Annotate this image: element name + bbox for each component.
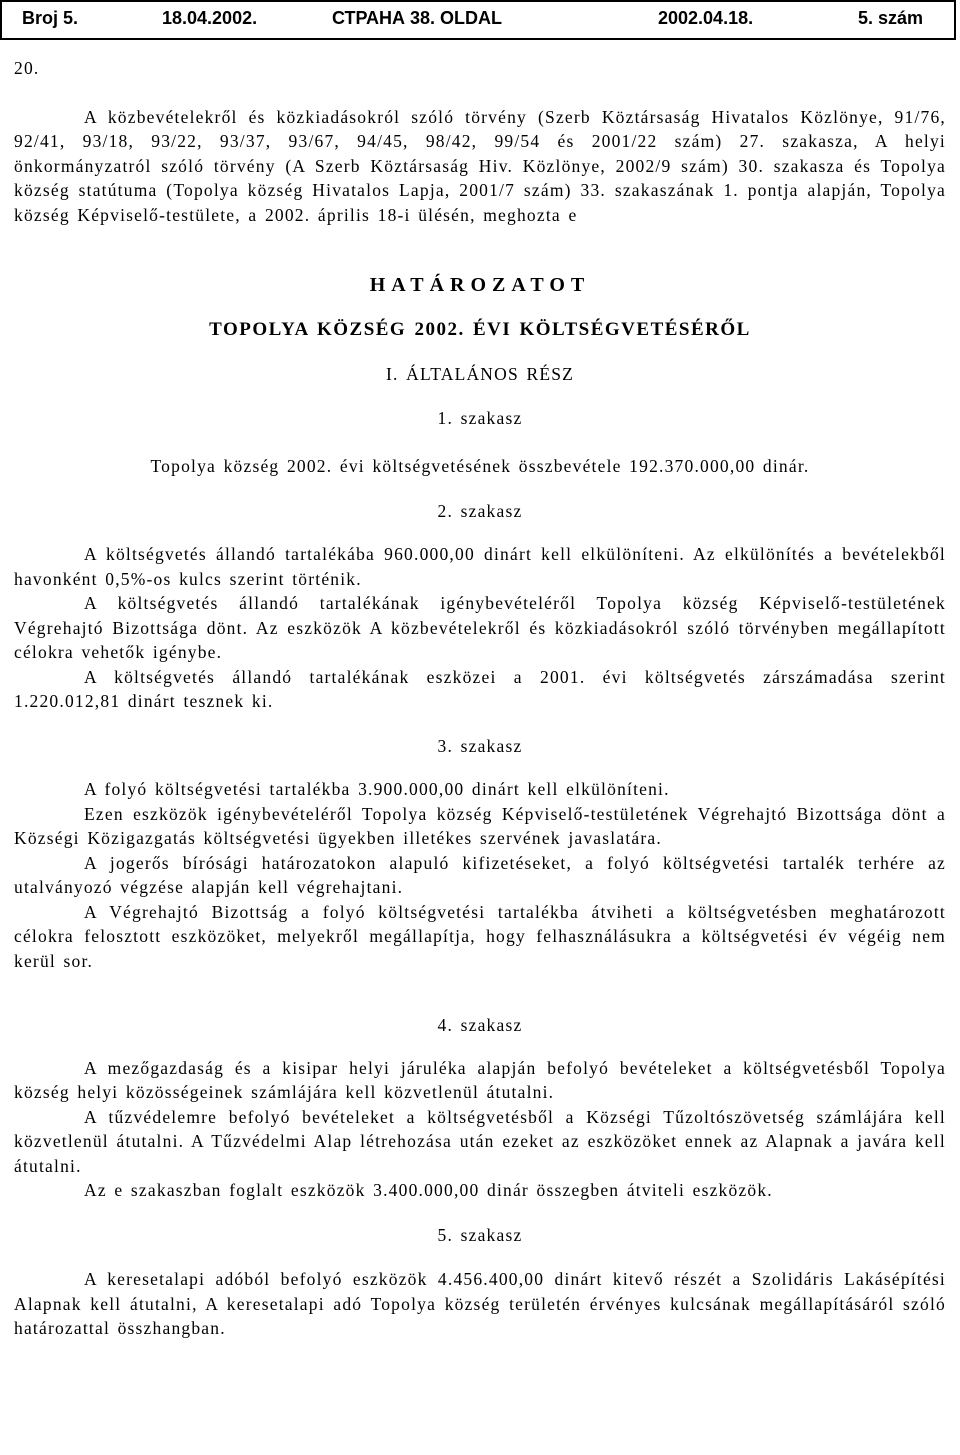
issue-number: Broj 5.	[22, 8, 79, 28]
section-1-heading: 1. szakasz	[437, 407, 523, 428]
issue-number-hungarian: 5. szám	[858, 8, 924, 28]
section-2-paragraph: A költségvetés állandó tartalékának igénybevételéről Topolya község Képviselő-testületének Végrehajtó Bizottsága dönt. Az eszközök A közbevételekről és közkiadásokról szóló törvényben megállapított célokra vehetők igénybe.	[14, 593, 946, 662]
document-body	[14, 56, 946, 1341]
part-heading: I. ÁLTALÁNOS RÉSZ	[385, 364, 575, 384]
page-header	[0, 0, 956, 40]
section-4-paragraph: A tűzvédelemre befolyó bevételeket a költségvetésből a Községi Tűzoltószövetség számlájára kell közvetlenül átutalni. A Tűzvédelmi Alap létrehozása után ezeket az eszközöket ennek az Alapnak a javára kell átutalni.	[14, 1106, 946, 1176]
section-5-paragraph: A keresetalapi adóból befolyó eszközök 4.456.400,00 dinárt kitevő részét a Szolidáris Lakásépítési Alapnak kell átutalni, A keresetalapi adó Topolya község területén érvényes kulcsának megállapításáról szóló határozattal összhangban.	[14, 1269, 946, 1338]
document-number: 20.	[14, 58, 40, 78]
section-5-heading: 5. szakasz	[437, 1224, 523, 1245]
section-2-heading: 2. szakasz	[437, 500, 523, 521]
section-4-heading: 4. szakasz	[437, 1015, 523, 1035]
section-2-paragraph: A költségvetés állandó tartalékának eszközei a 2001. évi költségvetés zárszámadása szerint 1.220.012,81 dinárt tesznek ki.	[14, 666, 946, 711]
date-hungarian: 2002.04.18.	[658, 8, 754, 28]
section-3-paragraph: Ezen eszközök igénybevételéről Topolya község Képviselő-testületének Végrehajtó Bizottsága dönt a Községi Közigazgatás költségvetési ügyekben illetékes szervének javaslatára.	[14, 803, 946, 848]
section-3-paragraph: A Végrehajtó Bizottság a folyó költségvetési tartalékba átviheti a költségvetésben meghatározott célokra felosztott eszközöket, melyekről megállapítja, hogy felhasználásukra a költségvetési év végéig nem kerül sor.	[14, 901, 946, 971]
section-3-heading: 3. szakasz	[437, 735, 523, 756]
section-1-text: Topolya község 2002. évi költségvetésének összbevétele 192.370.000,00 dinár.	[150, 456, 810, 476]
preamble: A közbevételekről és közkiadásokról szóló törvény (Szerb Köztársaság Hivatalos Közlönye, 91/76, 92/41, 93/18, 93/22, 93/37, 93/67, 94/45, 98/42, 99/54 és 2001/22 szám) 27. szakasza, A helyi önkormányzatról szóló törvény (A Szerb Köztársaság Hiv. Közlönye, 2002/9 szám) 30. szakasza és Topolya község statútuma (Topolya község Hivatalos Lapja, 2001/7 szám) 33. szakaszának 1. pontja alapján, Topolya község Képviselő-testülete, a 2002. április 18-i ülésén, meghozta e	[14, 106, 946, 225]
decision-title: HATÁROZATOT	[369, 274, 591, 296]
section-4-paragraph: A mezőgazdaság és a kisipar helyi járuléka alapján befolyó bevételeket a költségvetésből Topolya község helyi közösségeinek számlájára kell közvetlenül átutalni.	[14, 1057, 946, 1102]
section-2-paragraph: A költségvetés állandó tartalékába 960.000,00 dinárt kell elkülöníteni. Az elkülönítés a bevételekből havonként 0,5%-os kulcs szerint történik.	[14, 544, 946, 589]
date-serbian: 18.04.2002.	[162, 8, 258, 28]
section-4-paragraph: Az e szakaszban foglalt eszközök 3.400.000,00 dinár összegben átviteli eszközök.	[84, 1180, 773, 1200]
section-3-paragraph: A jogerős bírósági határozatokon alapuló kifizetéseket, a folyó költségvetési tartalék terhére az utalványozó végzése alapján kell végrehajtani.	[14, 852, 946, 897]
decision-subtitle: TOPOLYA KÖZSÉG 2002. ÉVI KÖLTSÉGVETÉSÉRŐL	[209, 318, 751, 340]
page-number: СТРАНА 38. OLDAL	[332, 8, 502, 28]
section-3-paragraph: A folyó költségvetési tartalékba 3.900.000,00 dinárt kell elkülöníteni.	[84, 779, 670, 799]
